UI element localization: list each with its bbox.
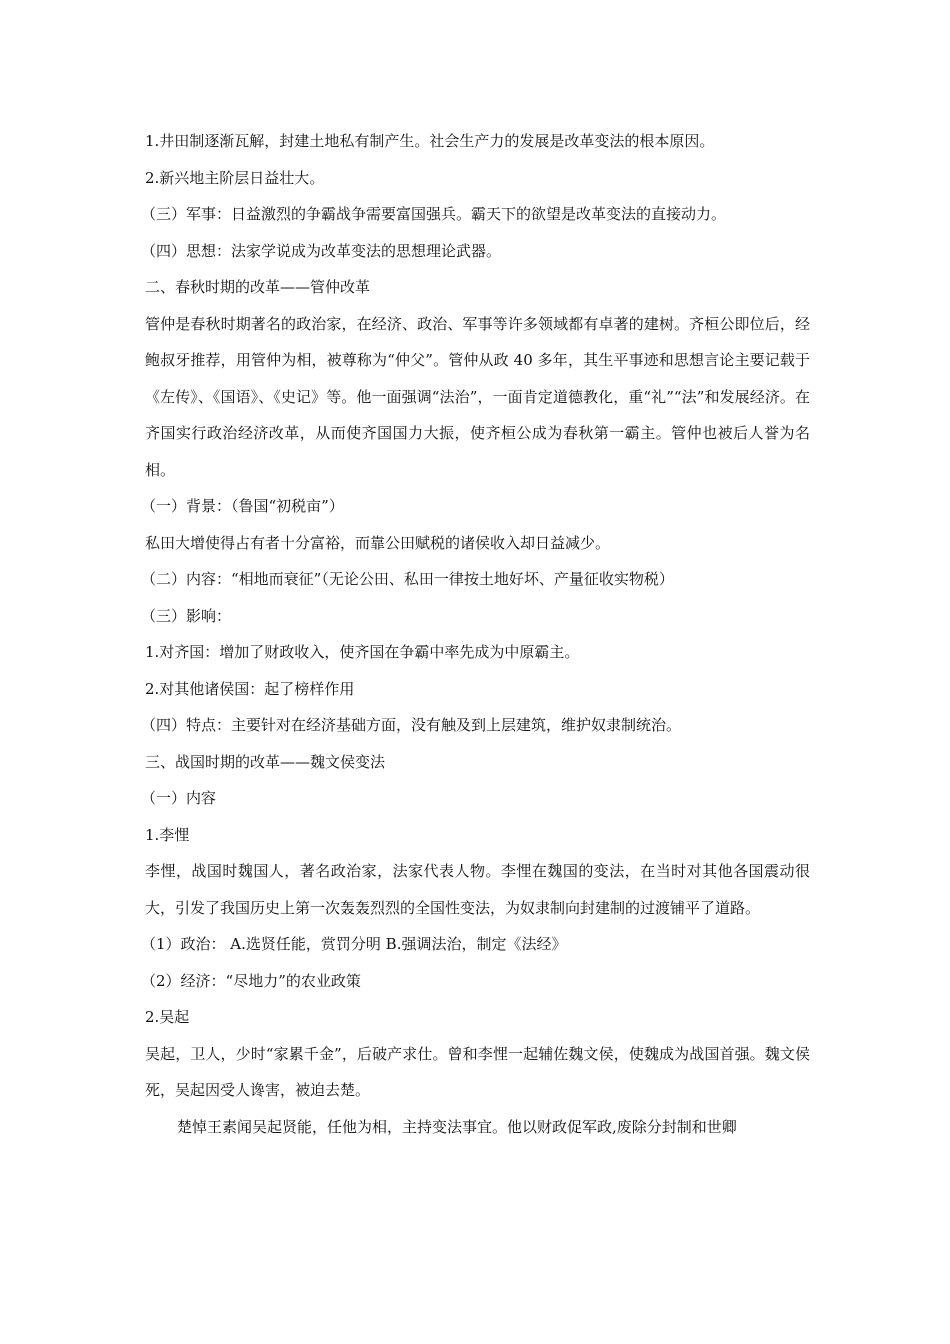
paragraph: 吴起，卫人，少时“家累千金”，后破产求仕。曾和李悝一起辅佐魏文侯，使魏成为战国首强。魏文侯死，吴起因受人谗害，被迫去楚。 — [145, 1044, 810, 1099]
text-line: （三）军事：日益激烈的争霸战争需要富国强兵。霸天下的欲望是改革变法的直接动力。 — [141, 205, 727, 223]
document-page — [141, 123, 810, 1145]
text-line: （二）内容：“相地而衰征”（无论公田、私田一律按土地好坏、产量征收实物税） — [141, 570, 674, 588]
section-heading: 二、春秋时期的改革——管仲改革 — [145, 278, 371, 296]
text-line: （2）经济：“尽地力”的农业政策 — [141, 971, 361, 990]
text-line: 私田大增使得占有者十分富裕，而靠公田赋税的诸侯收入却日益减少。 — [145, 533, 611, 552]
text-line: 1.井田制逐渐瓦解，封建土地私有制产生。社会生产力的发展是改革变法的根本原因。 — [145, 132, 715, 150]
paragraph: 管仲是春秋时期著名的政治家，在经济、政治、军事等许多领域都有卓著的建树。齐桓公即位后，经鲍叔牙推荐，用管仲为相，被尊称为“仲父”。管仲从政 40 多年，其生平事迹和思想言论主要记载于《左传》、《国语》、《史记》等。他一面强调“法治”，一面肯定道德教化，重“礼”“法”和发展经济。在齐国实行政治经济改革，从而使齐国国力大振，使齐桓公成为春秋第一霸主。管仲也被后人誉为名相。 — [145, 314, 810, 479]
section-heading: 三、战国时期的改革——魏文侯变法 — [145, 752, 386, 771]
text-line: （四）思想：法家学说成为改革变法的思想理论武器。 — [141, 241, 502, 260]
paragraph: 楚悼王素闻吴起贤能，任他为相，主持变法事宜。他以财政促军政,废除分封制和世卿 — [177, 1117, 737, 1136]
text-line: （四）特点：主要针对在经济基础方面，没有触及到上层建筑，维护奴隶制统治。 — [141, 716, 682, 734]
text-line: （一）内容 — [141, 789, 217, 807]
text-line: （一）背景：（鲁国“初税亩”） — [141, 497, 344, 515]
text-line: 2.对其他诸侯国：起了榜样作用 — [145, 679, 355, 698]
text-line: 2.新兴地主阶层日益壮大。 — [145, 168, 325, 187]
text-line: （1）政治： A.选贤任能，赏罚分明 B.强调法治，制定《法经》 — [141, 935, 567, 953]
paragraph: 李悝，战国时魏国人，著名政治家，法家代表人物。李悝在魏国的变法，在当时对其他各国震动很大，引发了我国历史上第一次轰轰烈烈的全国性变法，为奴隶制向封建制的过渡铺平了道路。 — [145, 862, 810, 917]
text-line: （三）影响： — [141, 606, 232, 625]
text-line: 1.李悝 — [145, 825, 190, 844]
text-line: 1.对齐国：增加了财政收入，使齐国在争霸中率先成为中原霸主。 — [145, 643, 580, 661]
text-line: 2.吴起 — [145, 1008, 190, 1026]
